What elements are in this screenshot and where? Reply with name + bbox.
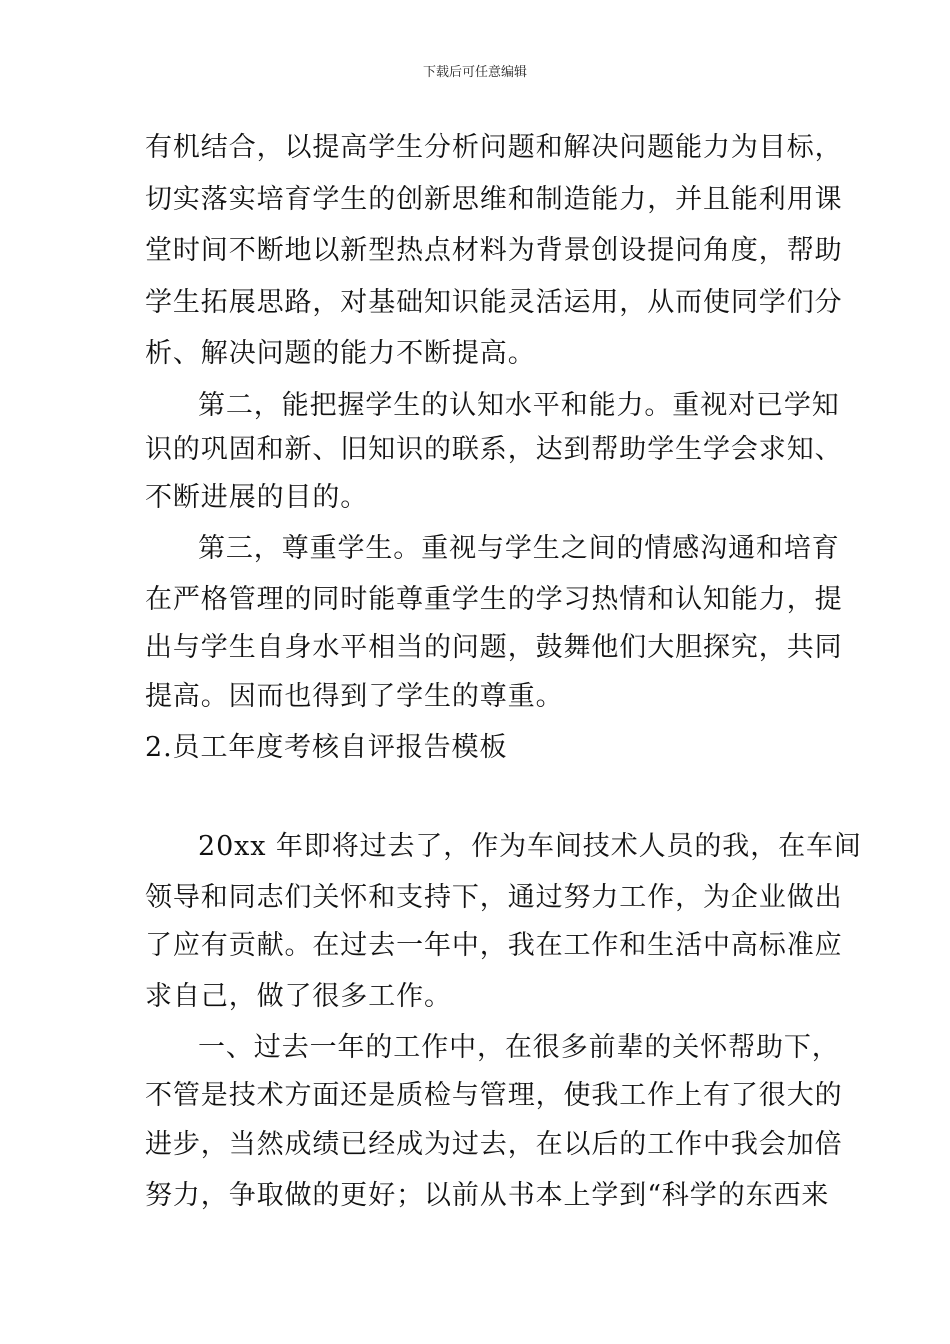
text-line: 学生拓展思路，对基础知识能灵活运用，从而使同学们分 bbox=[145, 287, 843, 318]
text-line: 提高。因而也得到了学生的尊重。 bbox=[145, 681, 564, 712]
text-line: 努力，争取做的更好；以前从书本上学到“科学的东西来 bbox=[145, 1180, 830, 1211]
text-line: 第三，尊重学生。重视与学生之间的情感沟通和培育 bbox=[198, 533, 840, 564]
section-heading: 2.员工年度考核自评报告模板 bbox=[145, 732, 508, 763]
text-line: 不管是技术方面还是质检与管理，使我工作上有了很大的 bbox=[145, 1080, 843, 1111]
page-header: 下载后可任意编辑 bbox=[422, 65, 527, 80]
text-line: 不断进展的目的。 bbox=[145, 482, 369, 513]
text-line: 识的巩固和新、旧知识的联系，达到帮助学生学会求知、 bbox=[145, 434, 843, 465]
text-line: 堂时间不断地以新型热点材料为背景创设提问角度，帮助 bbox=[145, 235, 843, 266]
text-line: 20xx 年即将过去了，作为车间技术人员的我，在车间 bbox=[198, 831, 862, 862]
text-line: 进步，当然成绩已经成为过去，在以后的工作中我会加倍 bbox=[145, 1129, 843, 1160]
text-line: 一、过去一年的工作中，在很多前辈的关怀帮助下， bbox=[198, 1032, 840, 1063]
text-line: 析、解决问题的能力不断提高。 bbox=[145, 338, 536, 369]
text-line: 切实落实培育学生的创新思维和制造能力，并且能利用课 bbox=[145, 184, 843, 215]
text-line: 出与学生自身水平相当的问题，鼓舞他们大胆探究，共同 bbox=[145, 632, 843, 663]
text-line: 第二，能把握学生的认知水平和能力。重视对已学知 bbox=[198, 390, 840, 421]
text-line: 领导和同志们关怀和支持下，通过努力工作，为企业做出 bbox=[145, 882, 843, 913]
text-line: 在严格管理的同时能尊重学生的学习热情和认知能力，提 bbox=[145, 584, 843, 615]
text-line: 了应有贡献。在过去一年中，我在工作和生活中高标准应 bbox=[145, 930, 843, 961]
text-line: 有机结合，以提高学生分析问题和解决问题能力为目标， bbox=[145, 132, 843, 163]
text-line: 求自己，做了很多工作。 bbox=[145, 981, 452, 1012]
